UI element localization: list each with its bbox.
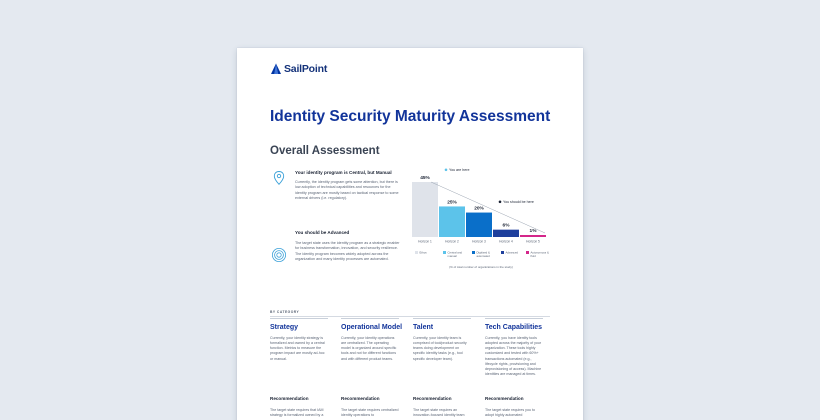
category-tick-label: Horizon 1 [418,239,432,244]
category-title: Strategy [270,323,299,331]
maturity-horizon-chart [411,168,551,278]
sailpoint-logo [270,63,327,75]
legend-label: fluid [530,254,536,258]
category-text: Currently, your identity team is comprised of tool/product security teams doing development on specific identity tasks (e.g., tool specific developer team). [413,335,467,361]
bar-value-label: 6% [502,223,510,229]
bar-horizon-4 [493,230,519,237]
legend-label: Central and [447,250,462,255]
by-category-label: BY CATEGORY [270,310,300,314]
column-rule [413,318,471,319]
annotation-label: You should be here [503,200,534,204]
annotation-marker [499,201,502,204]
category-divider [270,316,550,317]
legend-swatch [526,251,529,254]
current-state-text: Currently, the identity program gets some attention, but there is low adoption of technical capabilities and resources for the identity program are mostly based on tactical response to some external drivers (i.e. regulatory). [295,180,399,201]
assessment-document [237,48,583,420]
bar-value-label: 25% [447,200,457,206]
recommendation-heading: Recommendation [413,396,452,401]
recommendation-text: The target state requires that IAM strategy is formalized owned by a [270,408,324,418]
document-title: Identity Security Maturity Assessment [270,108,551,125]
category-strategy [270,318,328,418]
recommendation-text: The target state requires you to adopt highly automated [485,408,535,418]
legend-label: Autonomous & [530,250,549,255]
legend-swatch [472,251,475,254]
recommendation-heading: Recommendation [485,396,524,401]
category-operational-model [341,318,403,418]
target-state-heading: You should be Advanced [295,230,350,235]
legend-label: Digitized & [476,250,490,255]
category-text: Currently, you have identity tools adopted across the majority of your organization. These tools highly customized and tested with 60%+ transactions automated (e.g., lifecycle rights, provisioning and deprovisioning of access). Machine identities are managed at times. [485,335,542,377]
category-tick-label: Horizon 2 [445,239,459,244]
legend-swatch [443,251,446,254]
bar-value-label: 20% [474,206,484,212]
legend-label: manual [447,254,457,258]
bar-value-label: 1% [529,229,537,234]
category-talent [413,318,471,418]
category-text: Currently, your identity strategy is formalized and owned by a central function. Metrics to measure the program impact are mostly ad-hoc or manual. [270,335,325,361]
legend-label: automated [476,254,490,258]
bar-horizon-2 [439,206,465,237]
logo-text: SailPoint [284,63,328,75]
chart-footnote: (% of total number of organizations in the study) [449,265,513,269]
target-state-text: The target state uses the identity program as a strategic enabler for business transformation, innovation, and security resilience. The identity program becomes widely adopted across the organization and many identity processes are automated. [295,241,400,262]
category-tick-label: Horizon 3 [472,239,486,244]
sailpoint-sail-icon [270,63,282,75]
legend-swatch [501,251,504,254]
category-tech-capabilities [485,318,543,418]
column-rule [341,318,399,319]
recommendation-text: The target state requires an innovation-focused identity team [413,408,465,418]
annotation-marker [445,169,448,172]
current-state-heading: Your identity program is Central, but Manual [295,170,392,175]
column-rule [485,318,543,319]
legend-label: Advanced [505,250,518,255]
annotation-label: You are here [449,168,470,172]
legend-swatch [415,251,418,254]
recommendation-heading: Recommendation [270,396,309,401]
recommendation-text: The target state requires centralized identity operations to [341,408,399,418]
location-pin-icon [271,170,287,186]
category-text: Currently, your identity operations are centralized. The operating model is organized around specific tools and not for different functions and with different product teams. [341,335,397,361]
bar-horizon-1 [412,182,438,237]
category-tick-label: Horizon 5 [526,239,540,244]
target-icon [271,247,287,263]
legend-label: Ethos [419,250,427,255]
category-title: Tech Capabilities [485,323,543,331]
recommendation-heading: Recommendation [341,396,380,401]
column-rule [270,318,328,319]
category-title: Talent [413,323,434,331]
section-title: Overall Assessment [270,145,380,157]
bar-horizon-3 [466,213,492,237]
category-tick-label: Horizon 4 [499,239,513,244]
bar-horizon-5 [520,235,546,237]
category-title: Operational Model [341,323,403,331]
bar-value-label: 45% [420,176,430,181]
